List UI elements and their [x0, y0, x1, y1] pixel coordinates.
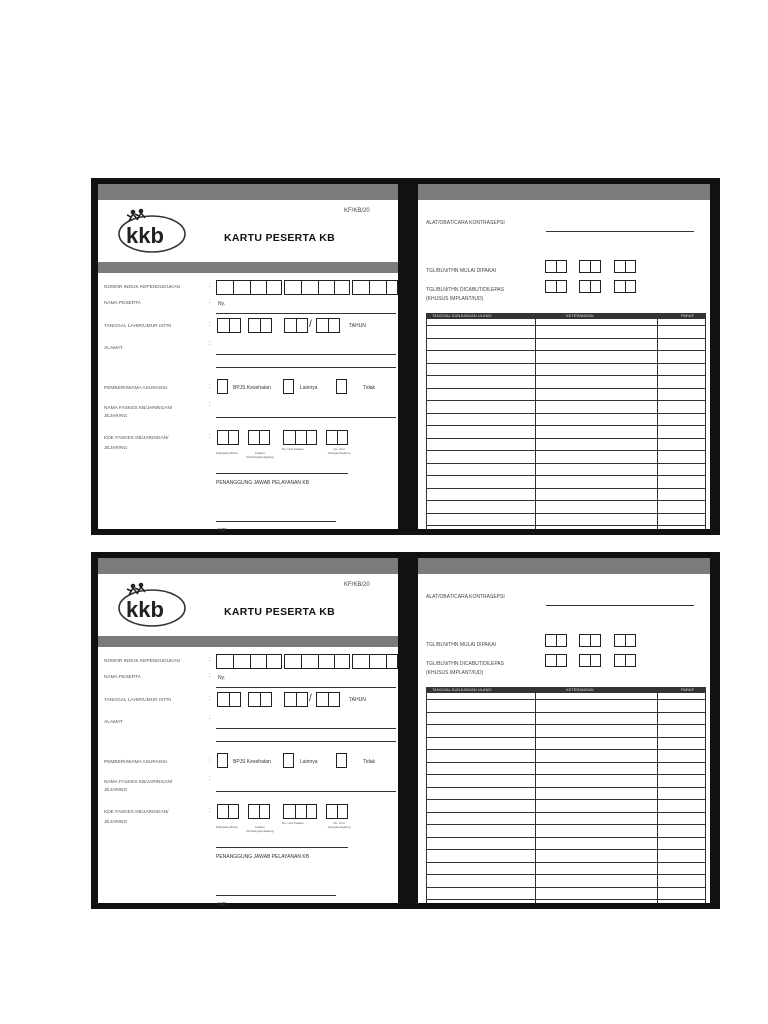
table-border-right	[705, 313, 706, 529]
facility-caption-4: No. Urut Jaringan/Jejaring	[327, 821, 351, 829]
name-prefix: Ny.	[218, 675, 226, 681]
removed-day-box[interactable]	[545, 654, 567, 667]
visit-table-row-line	[426, 450, 706, 451]
nik-box-1[interactable]	[216, 654, 282, 669]
facility-name-label-2: JEJARING	[104, 788, 128, 793]
facility-caption-4: No. Urut Jaringan/Jejaring	[327, 447, 351, 455]
colon: :	[209, 657, 211, 663]
visit-table-row-line	[426, 849, 706, 850]
name-prefix: Ny.	[218, 301, 226, 307]
header-bar	[98, 184, 398, 200]
nik-box-2[interactable]	[284, 280, 350, 295]
nik-box-2[interactable]	[284, 654, 350, 669]
insurance-option-bpjs: BPJS Kesehatan	[233, 759, 271, 765]
visit-table-row-line	[426, 812, 706, 813]
address-line-1[interactable]	[216, 354, 396, 355]
visit-table-row-line	[426, 699, 706, 700]
address-line-2[interactable]	[216, 367, 396, 368]
section-bar	[98, 262, 398, 273]
visit-table-row-line	[426, 513, 706, 514]
start-day-box[interactable]	[545, 634, 567, 647]
facility-code-box-1[interactable]	[217, 804, 239, 819]
visit-table-row-line	[426, 774, 706, 775]
visit-table-header	[426, 313, 706, 319]
colon: :	[209, 776, 211, 782]
insurance-option-other: Lainnya	[300, 759, 318, 765]
card-sheet-1	[91, 178, 720, 535]
signature-line[interactable]	[216, 521, 336, 522]
card-title: KARTU PESERTA KB	[224, 606, 335, 618]
facility-code-label: KDE FASKES KB/JARINGAN/	[104, 436, 169, 441]
th-visit-date: TANGGAL KUNJUNGAN ULANG	[432, 687, 492, 692]
nik-label: NOMOR INDUK KEPENDUDUKAN	[104, 285, 180, 290]
method-line[interactable]	[546, 605, 694, 606]
insurance-option-none: Tidak	[363, 759, 376, 765]
facility-code-box-4[interactable]	[326, 804, 348, 819]
facility-caption-1: Kabupaten/Kota	[216, 825, 238, 829]
table-border-left	[426, 313, 427, 529]
start-month-box[interactable]	[579, 260, 601, 273]
visit-table-row-line	[426, 500, 706, 501]
visit-table-row-line	[426, 338, 706, 339]
visit-table-row-line	[426, 375, 706, 376]
facility-name-line[interactable]	[216, 417, 396, 418]
removed-year-box[interactable]	[614, 280, 636, 293]
colon: :	[209, 402, 211, 408]
responsible-label: PENANGGUNG JAWAB PELAYANAN KB	[216, 854, 310, 860]
facility-caption-3: No. Urut Faskes	[282, 447, 304, 451]
facility-code-label: KDE FASKES KB/JARINGAN/	[104, 810, 169, 815]
age-box[interactable]	[316, 318, 340, 333]
start-year-box[interactable]	[614, 634, 636, 647]
dob-month-box[interactable]	[248, 318, 272, 333]
removed-date-label: TGL/BLN/THN DICABUT/DILEPAS	[426, 287, 504, 293]
card-back	[418, 558, 710, 903]
insurance-none-checkbox[interactable]	[336, 753, 347, 768]
colon: :	[209, 322, 211, 328]
insurance-bpjs-checkbox[interactable]	[217, 753, 228, 768]
visit-table-row-line	[426, 463, 706, 464]
age-box[interactable]	[316, 692, 340, 707]
facility-code-label-2: JEJARING	[104, 820, 128, 825]
insurance-option-none: Tidak	[363, 385, 376, 391]
svg-text:kkb: kkb	[126, 223, 164, 248]
dob-label: TANGGAL LAHIR/UMUR ISTRI	[104, 324, 172, 329]
th-signature: PARAF	[681, 687, 695, 692]
insurance-label: PEMBERI/WAMA ASURANSI	[104, 386, 167, 391]
header-bar	[418, 184, 710, 200]
table-col-divider-1	[535, 687, 536, 903]
visit-table-row-line	[426, 837, 706, 838]
table-col-divider-1	[535, 313, 536, 529]
visit-table-row-line	[426, 824, 706, 825]
section-bar	[98, 636, 398, 647]
facility-code-box-1[interactable]	[217, 430, 239, 445]
card-title: KARTU PESERTA KB	[224, 232, 335, 244]
colon: :	[209, 299, 211, 305]
kkb-logo	[118, 206, 192, 254]
visit-table-row-line	[426, 787, 706, 788]
dob-label: TANGGAL LAHIR/UMUR ISTRI	[104, 698, 172, 703]
dob-day-box[interactable]	[217, 692, 241, 707]
start-date-label: TGL/BLN/THN MULAI DIPAKAI	[426, 642, 496, 648]
insurance-option-bpjs: BPJS Kesehatan	[233, 385, 271, 391]
nik-label: NOMOR INDUK KEPENDUDUKAN	[104, 659, 180, 664]
dob-year-box[interactable]	[284, 318, 308, 333]
th-notes: KETERANGAN	[566, 687, 594, 692]
card-front	[98, 558, 398, 908]
form-code: KF/KB/20	[344, 208, 370, 214]
removed-date-sub: (KHUSUS IMPLANT/IUD)	[426, 296, 484, 302]
insurance-other-checkbox[interactable]	[283, 753, 294, 768]
th-notes: KETERANGAN	[566, 313, 594, 318]
visit-table-row-line	[426, 325, 706, 326]
header-bar	[98, 558, 398, 574]
facility-name-label: NAMA FASKES KB/JARINGAN/	[104, 406, 173, 411]
address-line-1[interactable]	[216, 728, 396, 729]
dob-unit: TAHUN	[349, 697, 366, 703]
visit-table-row-line	[426, 413, 706, 414]
facility-code-box-3[interactable]	[283, 804, 317, 819]
dob-unit: TAHUN	[349, 323, 366, 329]
svg-text:kkb: kkb	[126, 597, 164, 622]
form-code: KF/KB/20	[344, 582, 370, 588]
card-back	[418, 184, 710, 529]
visit-table-row-line	[426, 862, 706, 863]
colon: :	[209, 715, 211, 721]
visit-table-row-line	[426, 899, 706, 900]
visit-table-row-line	[426, 475, 706, 476]
table-border-left	[426, 687, 427, 903]
th-visit-date: TANGGAL KUNJUNGAN ULANG	[432, 313, 492, 318]
responsible-top-line	[216, 473, 348, 474]
removed-date-sub: (KHUSUS IMPLANT/IUD)	[426, 670, 484, 676]
visit-table-row-line	[426, 724, 706, 725]
slash: /	[309, 693, 312, 704]
address-label: ALAMAT	[104, 720, 123, 725]
facility-code-label-2: JEJARING	[104, 446, 128, 451]
insurance-other-checkbox[interactable]	[283, 379, 294, 394]
facility-caption-2: Faskes Kb/Jaringan/Jejaring	[246, 451, 274, 459]
nip-label: NIP.	[218, 902, 228, 908]
visit-table-row-line	[426, 737, 706, 738]
removed-day-box[interactable]	[545, 280, 567, 293]
facility-name-label: NAMA FASKES KB/JARINGAN/	[104, 780, 173, 785]
table-col-divider-2	[657, 313, 658, 529]
facility-caption-3: No. Urut Faskes	[282, 821, 304, 825]
colon: :	[209, 696, 211, 702]
facility-code-box-4[interactable]	[326, 430, 348, 445]
visit-table-header	[426, 687, 706, 693]
th-signature: PARAF	[681, 313, 695, 318]
colon: :	[209, 341, 211, 347]
facility-code-box-3[interactable]	[283, 430, 317, 445]
header-bar	[418, 558, 710, 574]
name-label: NAMA PESERTA	[104, 675, 141, 680]
name-line[interactable]	[216, 687, 396, 688]
nik-box-3[interactable]	[352, 280, 398, 295]
visit-table-row-line	[426, 749, 706, 750]
nik-box-1[interactable]	[216, 280, 282, 295]
removed-month-box[interactable]	[579, 654, 601, 667]
visit-table-row-line	[426, 388, 706, 389]
visit-table-row-line	[426, 400, 706, 401]
colon: :	[209, 434, 211, 440]
start-day-box[interactable]	[545, 260, 567, 273]
colon: :	[209, 384, 211, 390]
method-line[interactable]	[546, 231, 694, 232]
start-month-box[interactable]	[579, 634, 601, 647]
dob-year-box[interactable]	[284, 692, 308, 707]
facility-code-box-2[interactable]	[248, 804, 270, 819]
visit-table-row-line	[426, 799, 706, 800]
method-label: ALAT/OBAT/CARA KONTRASEPSI	[426, 594, 505, 600]
visit-table-row-line	[426, 350, 706, 351]
responsible-top-line	[216, 847, 348, 848]
facility-name-label-2: JEJARING	[104, 414, 128, 419]
responsible-label: PENANGGUNG JAWAB PELAYANAN KB	[216, 480, 310, 486]
colon: :	[209, 808, 211, 814]
table-col-divider-2	[657, 687, 658, 903]
visit-table-row-line	[426, 887, 706, 888]
dob-day-box[interactable]	[217, 318, 241, 333]
address-line-2[interactable]	[216, 741, 396, 742]
colon: :	[209, 283, 211, 289]
visit-table-row-line	[426, 712, 706, 713]
kkb-logo	[118, 580, 192, 628]
facility-code-box-2[interactable]	[248, 430, 270, 445]
removed-date-label: TGL/BLN/THN DICABUT/DILEPAS	[426, 661, 504, 667]
colon: :	[209, 758, 211, 764]
card-front	[98, 184, 398, 534]
nik-box-3[interactable]	[352, 654, 398, 669]
address-label: ALAMAT	[104, 346, 123, 351]
insurance-bpjs-checkbox[interactable]	[217, 379, 228, 394]
facility-caption-1: Kabupaten/Kota	[216, 451, 238, 455]
removed-month-box[interactable]	[579, 280, 601, 293]
name-line[interactable]	[216, 313, 396, 314]
facility-name-line[interactable]	[216, 791, 396, 792]
visit-table-row-line	[426, 438, 706, 439]
insurance-option-other: Lainnya	[300, 385, 318, 391]
nip-label: NIP.	[218, 528, 228, 534]
visit-table-row-line	[426, 425, 706, 426]
dob-month-box[interactable]	[248, 692, 272, 707]
name-label: NAMA PESERTA	[104, 301, 141, 306]
removed-year-box[interactable]	[614, 654, 636, 667]
start-date-label: TGL/BLN/THN MULAI DIPAKAI	[426, 268, 496, 274]
slash: /	[309, 319, 312, 330]
start-year-box[interactable]	[614, 260, 636, 273]
signature-line[interactable]	[216, 895, 336, 896]
visit-table-row-line	[426, 762, 706, 763]
facility-caption-2: Faskes Kb/Jaringan/Jejaring	[246, 825, 274, 833]
insurance-label: PEMBERI/WAMA ASURANSI	[104, 760, 167, 765]
visit-table-row-line	[426, 525, 706, 526]
insurance-none-checkbox[interactable]	[336, 379, 347, 394]
visit-table-row-line	[426, 488, 706, 489]
visit-table-row-line	[426, 363, 706, 364]
table-border-right	[705, 687, 706, 903]
visit-table-row-line	[426, 874, 706, 875]
method-label: ALAT/OBAT/CARA KONTRASEPSI	[426, 220, 505, 226]
card-sheet-2	[91, 552, 720, 909]
colon: :	[209, 673, 211, 679]
